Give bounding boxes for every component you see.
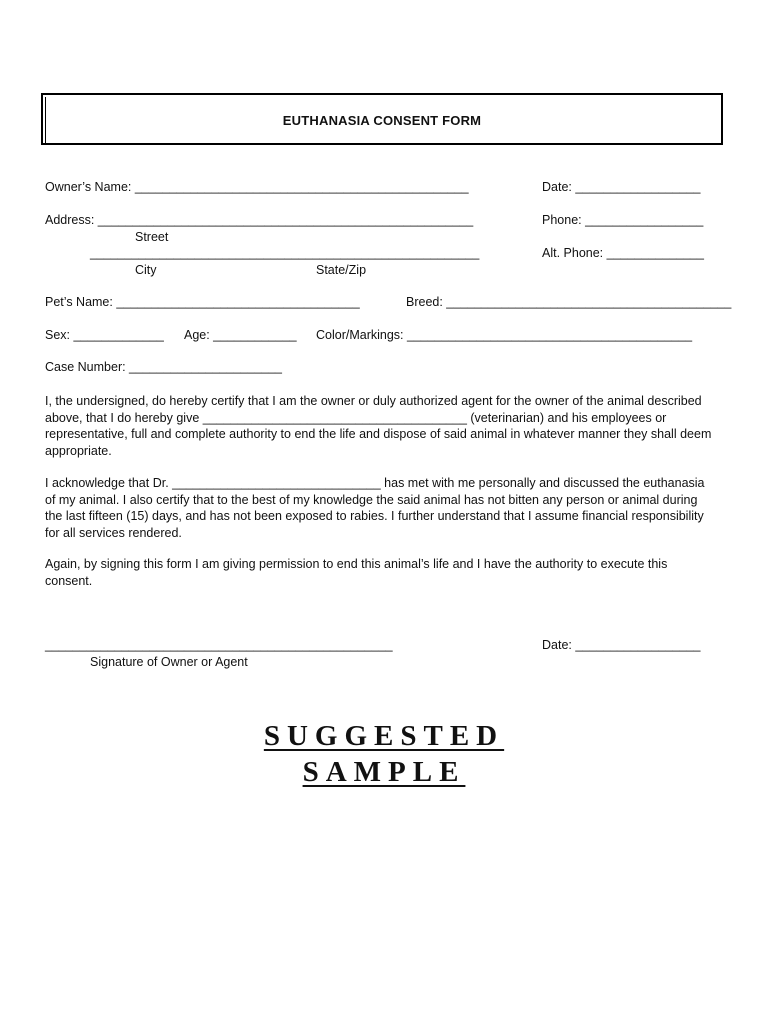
breed-field: Breed: _________________________________________ (406, 295, 732, 309)
pet-name-field: Pet’s Name: ___________________________________ (45, 295, 360, 309)
address-field: Address: ______________________________________________________ (45, 213, 474, 227)
phone-field: Phone: _________________ (542, 213, 704, 227)
address-line2: ________________________________________________________ (90, 246, 480, 260)
date-field-top: Date: __________________ (542, 180, 701, 194)
suggested-stamp (0, 720, 768, 753)
signature-label: Signature of Owner or Agent (90, 655, 248, 669)
sample-stamp (0, 756, 768, 789)
color-markings-field: Color/Markings: _________________________________________ (316, 328, 693, 342)
state-zip-label: State/Zip (316, 263, 367, 277)
permission-paragraph: Again, by signing this form I am giving permission to end this animal’s life and I have the authority to execute this consent. (45, 557, 668, 588)
stamp-line-2: SAMPLE (302, 756, 466, 788)
stamp-line-1: SUGGESTED (263, 720, 505, 752)
form-title: EUTHANASIA CONSENT FORM (282, 113, 482, 128)
city-label: City (135, 263, 157, 277)
acknowledgement-paragraph: I acknowledge that Dr. ______________________________ has met with me personally and discussed the euthanasia of my animal. I also certify that to the best of my knowledge the said animal has not bitten any person or animal during the last fifteen (15) days, and has not been exposed to rabies. I further understand that I assume financial responsibility for all services rendered. (45, 476, 705, 540)
alt-phone-field: Alt. Phone: ______________ (542, 246, 704, 260)
case-number-field: Case Number: ______________________ (45, 360, 282, 374)
street-label: Street (135, 230, 169, 244)
date-field-bottom: Date: __________________ (542, 638, 701, 652)
authorization-paragraph: I, the undersigned, do hereby certify that I am the owner or duly authorized agent for the owner of the animal described above, that I do hereby give ______________________________________ (veterinarian) and his employees or representative, full and complete authority to end the life and dispose of said animal in whatever manner they shall deem appropriate. (45, 394, 712, 458)
title-box (41, 93, 723, 145)
sex-field: Sex: _____________ (45, 328, 164, 342)
owner-name-field: Owner’s Name: ________________________________________________ (45, 180, 469, 194)
age-field: Age: ____________ (184, 328, 297, 342)
signature-line: __________________________________________________ (45, 638, 393, 652)
